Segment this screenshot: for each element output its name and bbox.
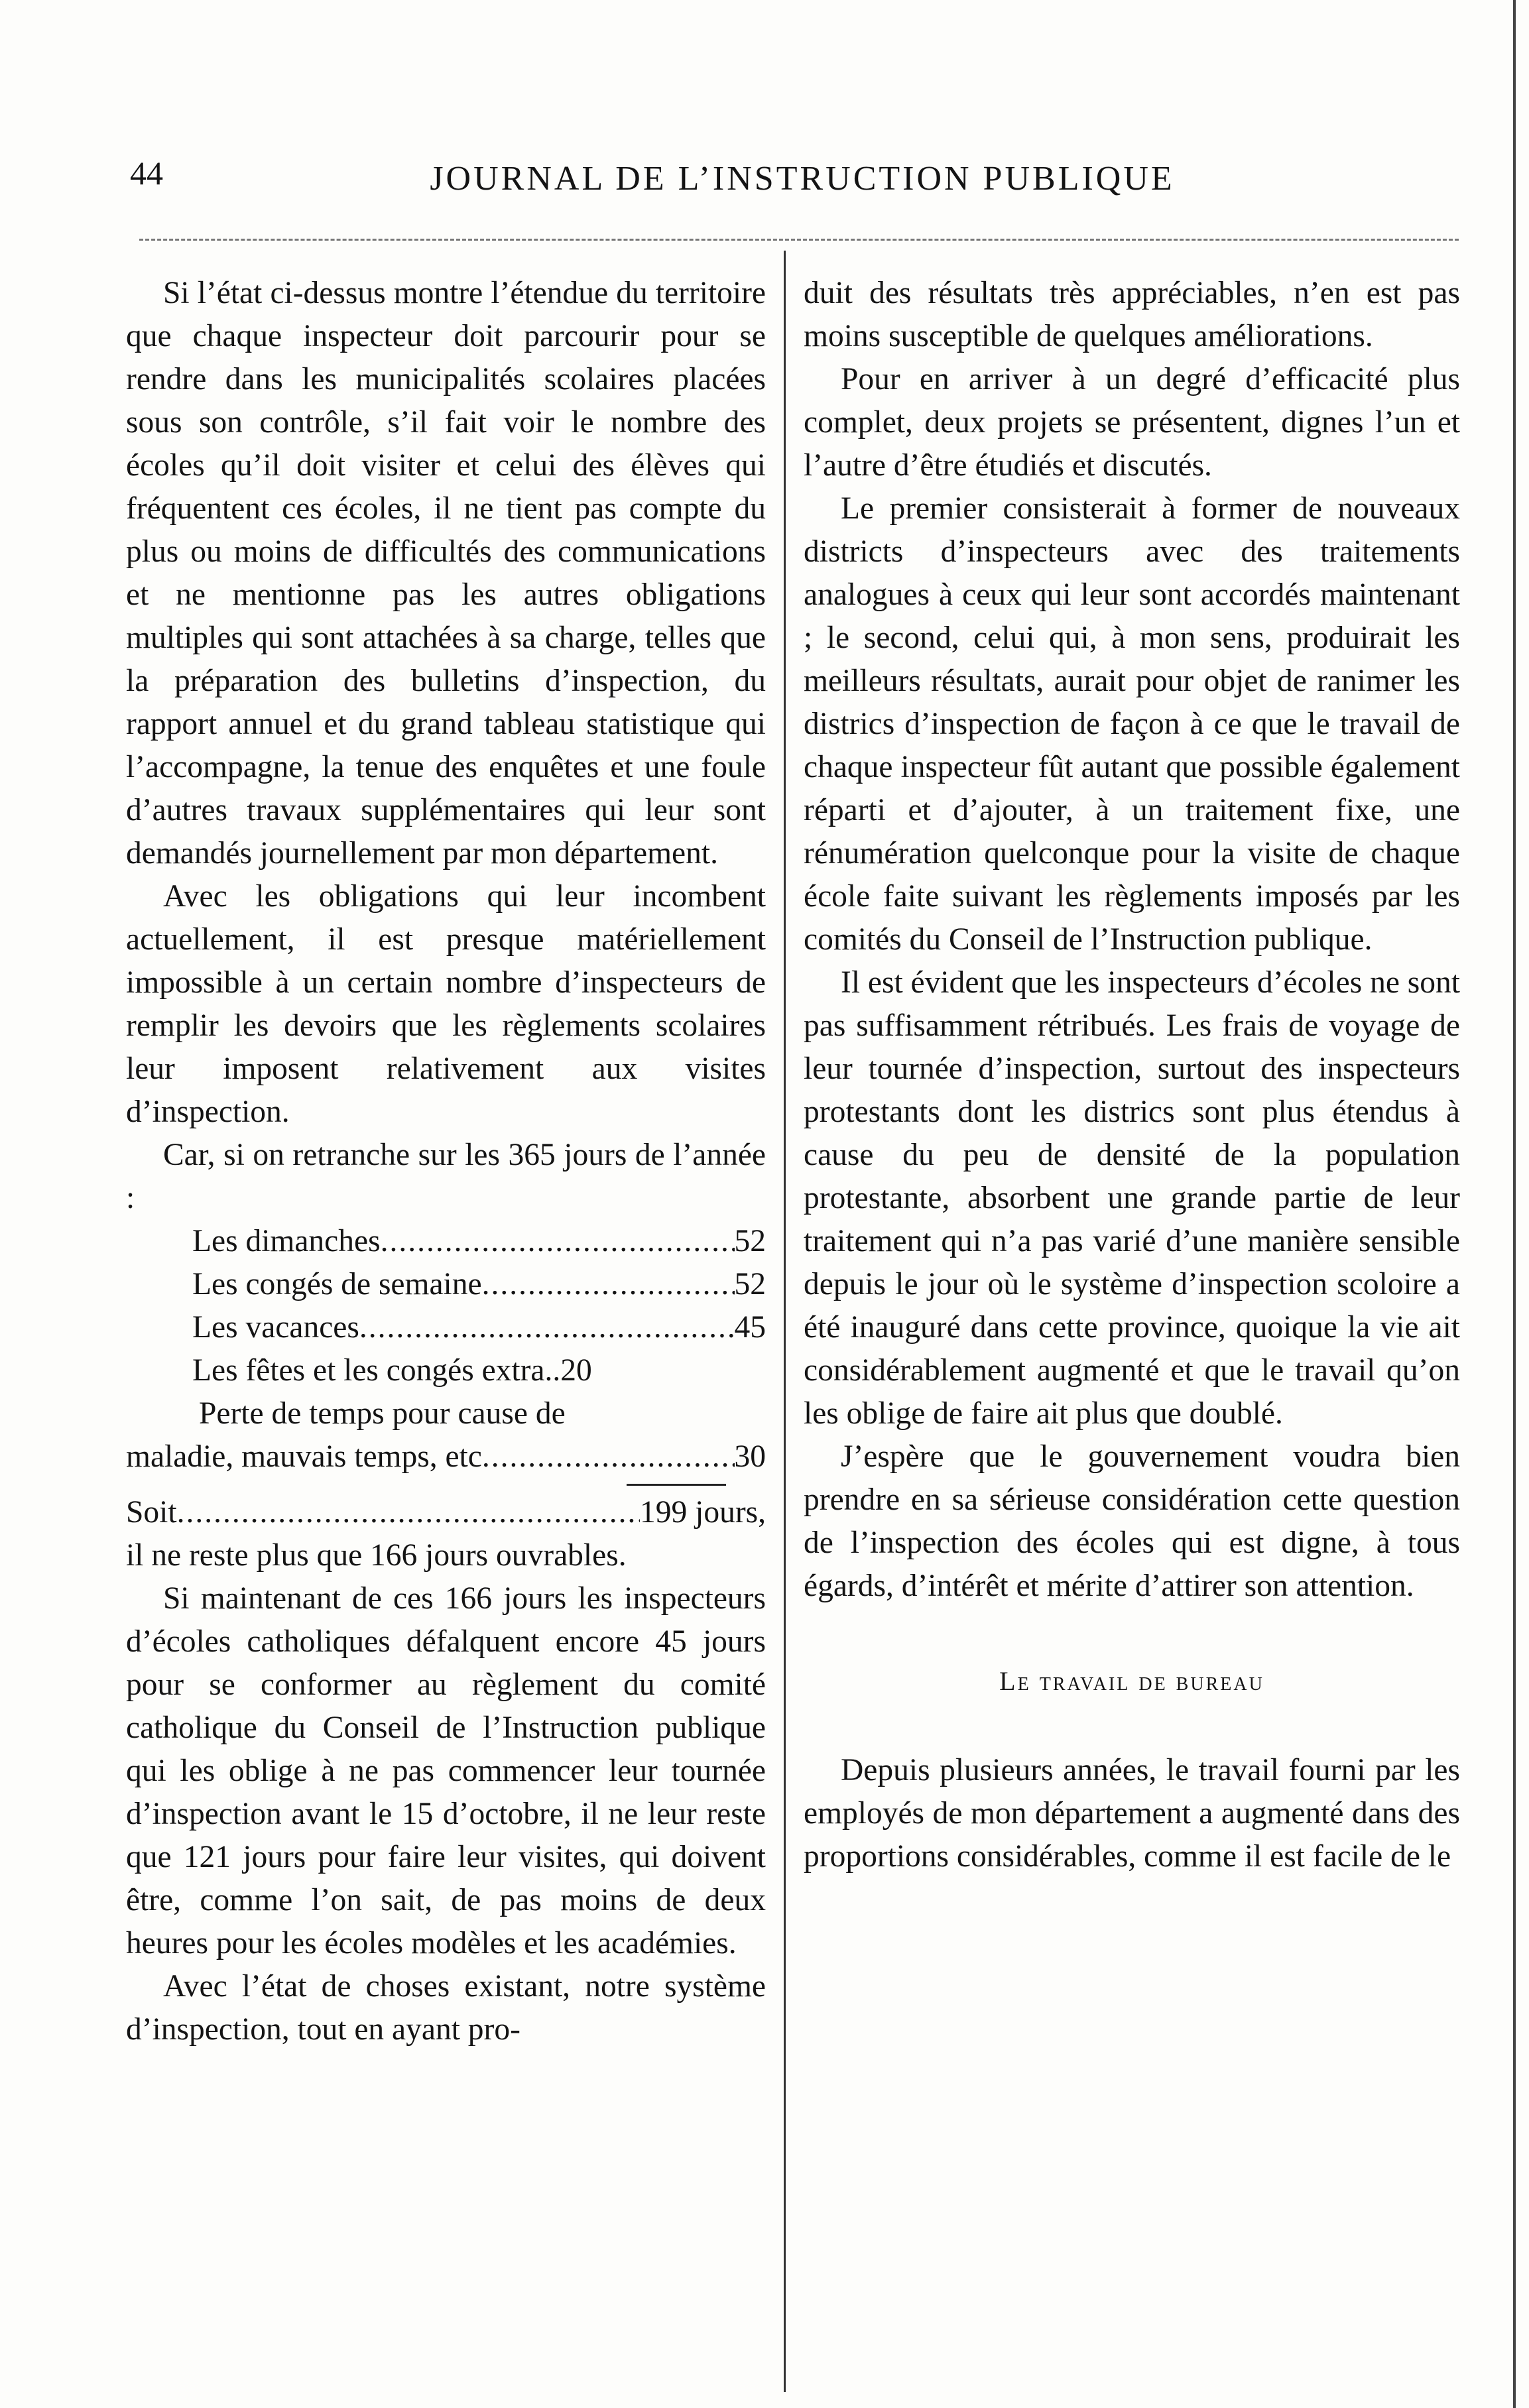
paragraph: J’espère que le gouvernement voudra bien prendre en sa sérieuse considération cette question de l’inspection des écoles qui est digne, à tous égards, d’intérêt et mérite d’attirer son attention.: [804, 1439, 1460, 1603]
paragraph: Pour en arriver à un degré d’efficacité plus complet, deux projets se présentent, dignes l’un et l’autre d’être étudiés et discutés.: [804, 362, 1460, 483]
deduction-label: Les vacances: [192, 1310, 359, 1345]
paragraph: Avec l’état de choses existant, notre système d’inspection, tout en ayant pro-: [126, 1969, 766, 2047]
leader-dots: [381, 1220, 735, 1263]
deduction-value: 52: [734, 1224, 766, 1258]
paragraph: Avec les obligations qui leur incombent actuellement, il est presque matériellement impossible à un certain nombre d’inspecteurs de remplir les devoirs que les règlements scolaires leur imposent relativement aux visites d’inspection.: [126, 879, 766, 1129]
deduction-label: maladie, mauvais temps, etc: [126, 1439, 482, 1474]
leader-dots: [177, 1491, 640, 1534]
total-label: Soit: [126, 1495, 177, 1530]
section-heading: Le travail de bureau: [999, 1666, 1264, 1696]
header-rule: [139, 239, 1459, 241]
deduction-item-line1: [126, 1392, 766, 1435]
deduction-label: Les fêtes et les congés extra..: [192, 1353, 561, 1388]
deduction-value: 30: [734, 1439, 766, 1474]
leader-dots: [482, 1435, 735, 1478]
column-divider: [784, 251, 786, 2392]
deduction-label: Les dimanches: [192, 1224, 381, 1258]
deduction-item: [126, 1263, 766, 1306]
paragraph: Si maintenant de ces 166 jours les inspecteurs d’écoles catholiques défalquent encore 45 jours pour se conformer au règlement du comité catholique du Conseil de l’Instruction publique qui les oblige à ne pas commencer leur tournée d’inspection avant le 15 d’octobre, il ne leur reste que 121 jours pour faire leur visites, qui doivent être, comme l’on sait, de pas moins de deux heures pour les écoles modèles et les académies.: [126, 1581, 766, 1960]
total-line: [126, 1491, 766, 1534]
deduction-value: 45: [734, 1310, 766, 1345]
paragraph: Si l’état ci-dessus montre l’étendue du territoire que chaque inspecteur doit parcourir pour se rendre dans les municipalités scolaires placées sous son contrôle, s’il fait voir le nombre des écoles qu’il doit visiter et celui des élèves qui fréquentent ces écoles, il ne tient pas compte du plus ou moins de difficultés des communications et ne mentionne pas les autres obligations multiples qui sont attachées à sa charge, telles que la préparation des bulletins d’inspection, du rapport annuel et du grand tableau statistique qui l’accompagne, la tenue des enquêtes et une foule d’autres travaux supplémentaires qui leur sont demandés journellement par mon département.: [126, 276, 766, 871]
leader-dots: [482, 1263, 735, 1306]
paragraph: Le premier consisterait à former de nouveaux districts d’inspecteurs avec des traitements analogues à ceux qui leur sont accordés maintenant ; le second, celui qui, à mon sens, produirait les meilleurs résultats, aurait pour objet de ranimer les districs d’inspection de façon à ce que le travail de chaque inspecteur fût autant que possible également réparti et d’ajouter, à un traitement fixe, une rénumération quelconque pour la visite de chaque école faite suivant les règlements imposés par les comités du Conseil de l’Instruction publique.: [804, 491, 1460, 957]
left-column: [126, 272, 766, 2051]
page-number: 44: [130, 154, 163, 192]
deduction-item: [126, 1220, 766, 1263]
running-title: JOURNAL DE L’INSTRUCTION PUBLIQUE: [430, 160, 1175, 198]
paragraph: Il est évident que les inspecteurs d’écoles ne sont pas suffisamment rétribués. Les frais de voyage de leur tournée d’inspection, surtout des inspecteurs protestants dont les districs sont plus étendus à cause du peu de densité de la population protestante, absorbent une grande partie de leur traitement qui n’a pas varié d’une manière sensible depuis le jour où le système d’inspection scoloire a été inauguré dans cette province, quoique la vie ait considérablement augmenté et que le travail qu’on les oblige de faire ait plus que doublé.: [804, 965, 1460, 1431]
deduction-item: [126, 1349, 766, 1392]
deduction-item-line2: [126, 1435, 766, 1478]
deduction-label: Les congés de semaine: [192, 1267, 482, 1301]
deduction-value: 52: [734, 1267, 766, 1301]
paragraph: duit des résultats très appréciables, n’en est pas moins susceptible de quelques améliorations.: [804, 276, 1460, 353]
deduction-item: [126, 1306, 766, 1349]
total-value: 199 jours,: [640, 1495, 766, 1530]
paragraph: il ne reste plus que 166 jours ouvrables.: [126, 1538, 627, 1573]
paragraph: Depuis plusieurs années, le travail fourni par les employés de mon département a augmenté dans des proportions considérables, comme il est facile de le: [804, 1753, 1460, 1874]
deduction-value: 20: [560, 1353, 592, 1388]
leader-dots: [359, 1306, 735, 1349]
right-column: [804, 272, 1460, 1878]
deduction-label: Perte de temps pour cause de: [199, 1396, 566, 1431]
paragraph: Car, si on retranche sur les 365 jours de l’année :: [126, 1138, 766, 1215]
sum-rule: [627, 1484, 726, 1486]
page-edge-line: [1513, 0, 1516, 2408]
